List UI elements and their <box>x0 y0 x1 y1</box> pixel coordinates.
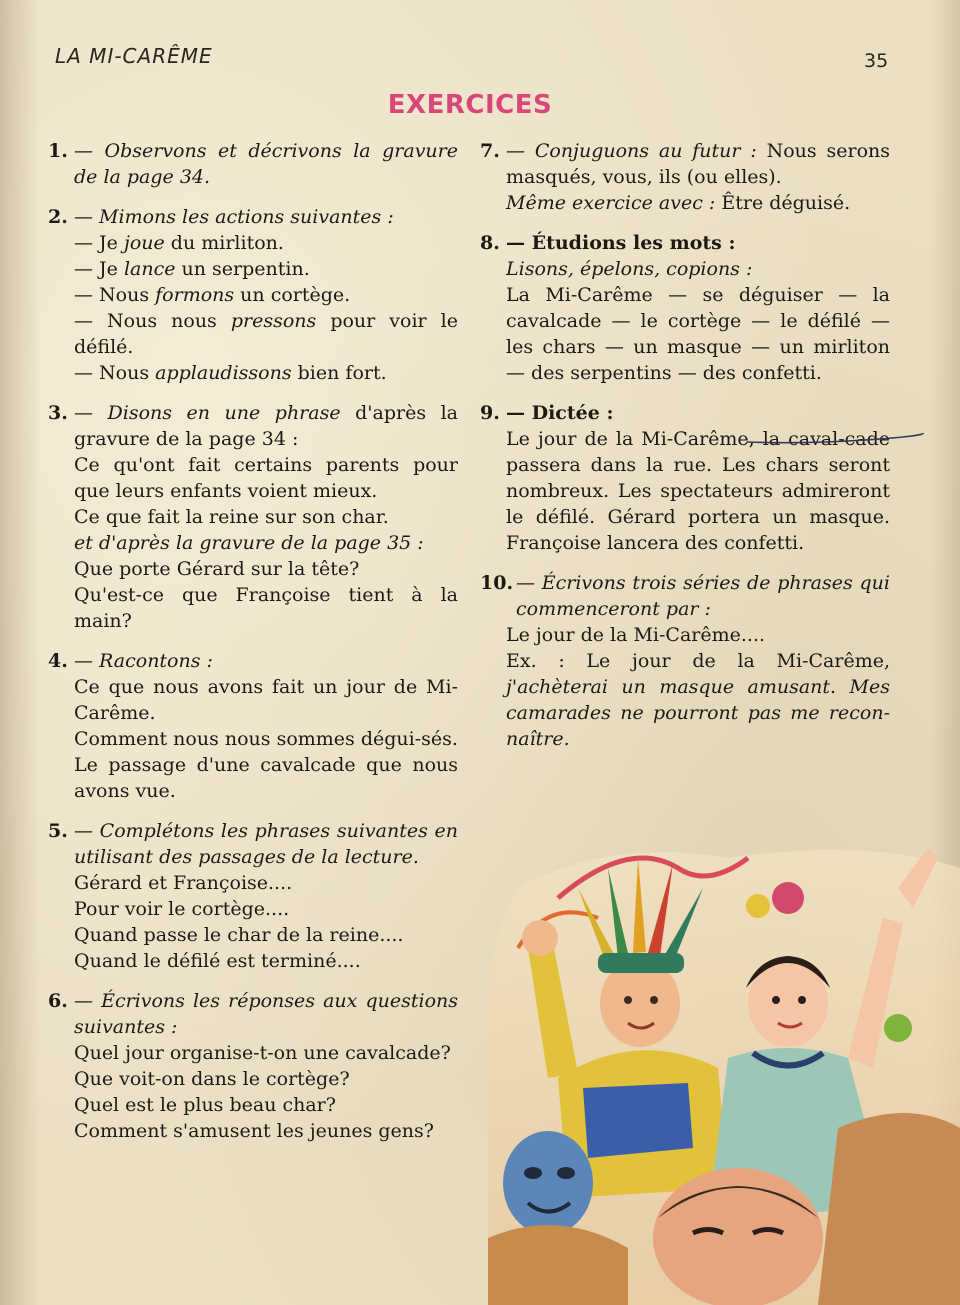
exercise-line: La Mi-Carême — se déguiser — la cavalcade — le cortège — le défilé — les chars — un masque — un mirliton — des serpentins — des confetti. <box>506 284 890 384</box>
exercise-number: 4. <box>48 650 68 672</box>
exercise-line: Comment nous nous sommes dégui-sés. <box>74 728 458 750</box>
exercise-number: 1. <box>48 140 68 162</box>
exercise-9 <box>480 400 890 556</box>
left-column <box>48 138 458 1158</box>
exercise-7 <box>480 138 890 216</box>
exercise-line: — Nous applaudissons bien fort. <box>74 362 387 384</box>
exercise-3 <box>48 400 458 634</box>
exercise-number: 9. <box>480 402 500 424</box>
exercise-number: 3. <box>48 402 68 424</box>
exercise-line: Qu'est-ce que Françoise tient à la main? <box>74 584 458 632</box>
exercise-6 <box>48 988 458 1144</box>
exercise-4 <box>48 648 458 804</box>
exercise-line: Quel jour organise-t-on une cavalcade? <box>74 1042 451 1064</box>
exercise-instruction: — Dictée : <box>506 402 614 424</box>
exercise-line: et d'après la gravure de la page 35 : <box>74 532 424 554</box>
exercise-line: — Nous nous pressons pour voir le défilé. <box>74 310 458 358</box>
page-number: 35 <box>864 50 889 72</box>
exercise-line: Le jour de la Mi-Carême.... <box>506 624 766 646</box>
exercise-number: 10. <box>480 572 514 594</box>
exercise-instruction: — Disons en une phrase d'après la gravure de la page 34 : <box>74 402 458 450</box>
exercise-instruction: — Écrivons les réponses aux questions suivantes : <box>74 990 458 1038</box>
exercise-number: 8. <box>480 232 500 254</box>
exercise-line: — Je lance un serpentin. <box>74 258 310 280</box>
carnival-illustration-icon <box>488 828 960 1305</box>
exercise-2 <box>48 204 458 386</box>
exercise-number: 5. <box>48 820 68 842</box>
exercise-line: Que porte Gérard sur la tête? <box>74 558 360 580</box>
exercise-line: Quel est le plus beau char? <box>74 1094 336 1116</box>
exercise-line: Ex. : Le jour de la Mi-Carême, j'achèterai un masque amusant. Mes camarades ne pourront pas me recon-naître. <box>506 650 890 750</box>
page-title: EXERCICES <box>387 90 553 120</box>
exercise-instruction: — Mimons les actions suivantes : <box>74 206 394 228</box>
exercise-line: Ce qu'ont fait certains parents pour que leurs enfants voient mieux. <box>74 454 458 502</box>
exercise-5 <box>48 818 458 974</box>
exercise-line: — Je joue du mirliton. <box>74 232 284 254</box>
pen-stroke-icon <box>745 430 925 450</box>
exercise-line: Comment s'amusent les jeunes gens? <box>74 1120 434 1142</box>
exercise-instruction: — Étudions les mots : <box>506 232 736 254</box>
exercise-line: — Nous formons un cortège. <box>74 284 351 306</box>
right-column <box>480 138 890 766</box>
exercise-line: Quand passe le char de la reine.... <box>74 924 404 946</box>
exercise-line: Le passage d'une cavalcade que nous avons vue. <box>74 754 458 802</box>
exercise-number: 7. <box>480 140 500 162</box>
exercise-number: 2. <box>48 206 68 228</box>
exercise-number: 6. <box>48 990 68 1012</box>
exercise-instruction: — Racontons : <box>74 650 213 672</box>
exercise-instruction: — Observons et décrivons la gravure de la page 34. <box>74 140 458 188</box>
exercise-line: Ce que fait la reine sur son char. <box>74 506 389 528</box>
exercise-instruction: — Conjuguons au futur : Nous serons masqués, vous, ils (ou elles). <box>506 140 890 188</box>
exercise-8 <box>480 230 890 386</box>
exercise-line: Quand le défilé est terminé.... <box>74 950 361 972</box>
exercise-line: Lisons, épelons, copions : <box>506 258 753 280</box>
exercise-1 <box>48 138 458 190</box>
exercise-line: Que voit-on dans le cortège? <box>74 1068 350 1090</box>
exercise-instruction: — Écrivons trois séries de phrases qui commenceront par : <box>516 572 890 620</box>
exercise-line: Pour voir le cortège.... <box>74 898 290 920</box>
page-shadow-left <box>0 0 40 1305</box>
exercise-line: Ce que nous avons fait un jour de Mi-Carême. <box>74 676 458 724</box>
exercise-line: Même exercice avec : Être déguisé. <box>506 192 851 214</box>
running-head: LA MI-CARÊME <box>55 44 213 68</box>
exercise-10 <box>480 570 890 752</box>
exercise-line: Gérard et Françoise.... <box>74 872 293 894</box>
exercise-instruction: — Complétons les phrases suivantes en utilisant des passages de la lecture. <box>74 820 458 868</box>
dictation-text: Le jour de la Mi-Carême, la caval-cade passera dans la rue. Les chars seront nombreux. Les spectateurs admireront le défilé. Gérard portera un masque. Françoise lancera des confetti. <box>506 428 890 554</box>
